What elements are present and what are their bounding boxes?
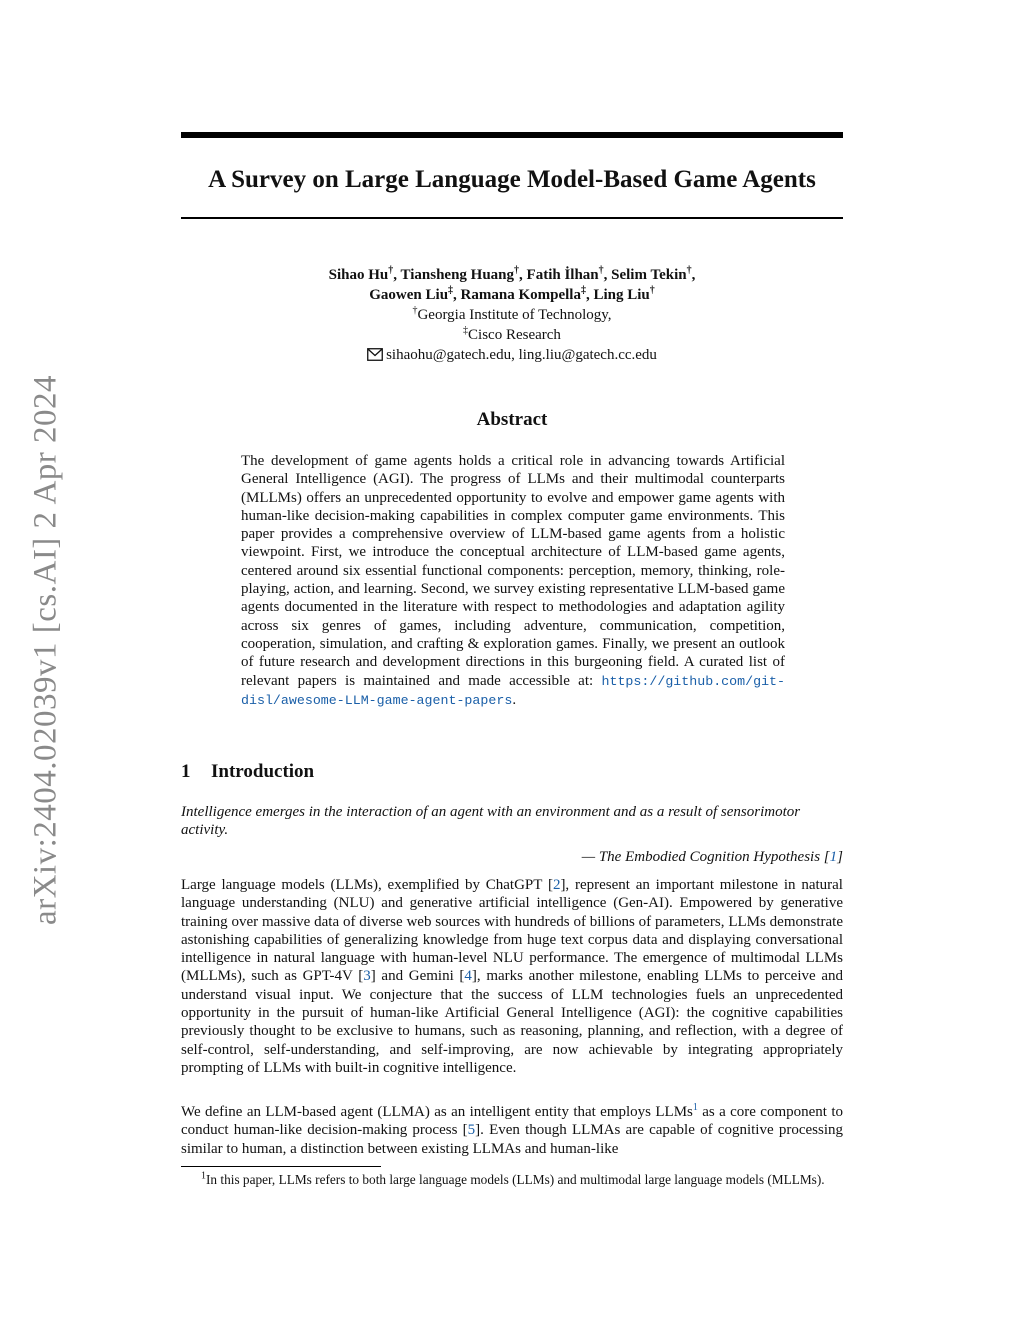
abstract-heading: Abstract xyxy=(476,409,548,430)
author-block xyxy=(181,265,843,365)
author-mark: † xyxy=(686,265,692,276)
affiliation-name: Cisco Research xyxy=(468,327,561,343)
paragraph-text: ], marks another milestone, enabling LLMs to perceive and understand visual input. We conjecture that the success of LLM technologies fuels an unprecedented opportunity in the pursuit of human-like Artificial General Intelligence (AGI): the cognitive capabilities previously thought to be exclusive to humans, such as reasoning, planning, and reflection, with a degree of self-control, self-understanding, and self-improving, are now achievable by integrating appropriately prompting of LLMs with built-in cognitive intelligence. xyxy=(181,968,843,1076)
section-heading xyxy=(181,760,314,784)
citation-link[interactable]: 4 xyxy=(464,968,472,985)
author-name: Ramana Kompella xyxy=(460,287,581,303)
citation-link[interactable]: 5 xyxy=(467,1122,476,1139)
author-name: Fatih İlhan xyxy=(526,267,599,283)
author-name: Sihao Hu xyxy=(328,267,389,283)
footnote-ref[interactable]: 1 xyxy=(692,1102,698,1113)
footnote xyxy=(181,1172,843,1188)
paragraph-text: Large language models (LLMs), exemplified by ChatGPT [ xyxy=(181,877,553,893)
citation-link[interactable]: 2 xyxy=(552,877,561,893)
section-number: 1 xyxy=(181,761,191,782)
title-bottom-rule xyxy=(181,217,843,219)
author-list: Sihao Hu†, Tiansheng Huang†, Fatih İlhan†, Selim Tekin†, Gaowen Liu‡, Ramana Kompella‡, Ling Liu† xyxy=(328,265,696,303)
title-top-rule xyxy=(181,132,843,138)
footnote-rule xyxy=(181,1166,381,1167)
abstract-end: . xyxy=(512,691,517,708)
intro-paragraph-2 xyxy=(181,1103,843,1158)
attribution-text: — The Embodied Cognition Hypothesis [ xyxy=(581,849,830,865)
citation-link[interactable]: 1 xyxy=(829,849,838,865)
author-name: Tiansheng Huang xyxy=(400,267,515,283)
footnote-mark: 1 xyxy=(201,1170,206,1182)
intro-paragraph-1 xyxy=(181,876,843,1077)
affiliation xyxy=(181,305,843,325)
author-mark: ‡ xyxy=(580,285,586,296)
author-mark: † xyxy=(514,265,520,276)
abstract-text: The development of game agents holds a critical role in advancing towards Artificial General Intelligence (AGI). The progress of LLMs and their multimodal counterparts (MLLMs) offers an unprecedented opportunity to evolve and empower game agents with human-like decision-making capabilities in complex computer game environments. This paper provides a comprehensive overview of LLM-based game agents from a holistic viewpoint. First, we introduce the conceptual architecture of LLM-based game agents, centered around six essential functional components: perception, memory, thinking, role-playing, action, and learning. Second, we survey existing representative LLM-based game agents documented in the literature with respect to methodologies and adaptation agility across six genres of games, including adventure, communication, competition, cooperation, simulation, and crafting & exploration games. Finally, we present an outlook of future research and development directions in this burgeoning field. A curated list of relevant papers is maintained and made accessible at: xyxy=(241,453,785,689)
epigraph-quote: Intelligence emerges in the interaction of an agent with an environment and as a result of sensorimotor activity. xyxy=(181,804,801,839)
email-line xyxy=(181,345,843,365)
attribution-close: ] xyxy=(837,849,843,865)
section-title: Introduction xyxy=(211,761,315,782)
paragraph-text: ]. Even though LLMAs are capable of cognitive processing similar to human, a distinction between existing LLMAs and human-like xyxy=(181,1122,843,1157)
envelope-icon xyxy=(367,348,383,361)
github-link[interactable]: https://github.com/git-disl/awesome-LLM-game-agent-papers xyxy=(241,673,786,708)
affiliation xyxy=(181,325,843,345)
author-mark: ‡ xyxy=(448,285,454,296)
affiliation-mark: ‡ xyxy=(463,325,469,336)
author-name: Gaowen Liu xyxy=(369,287,449,303)
author-mark: † xyxy=(388,265,394,276)
footnote-text: In this paper, LLMs refers to both large language models (LLMs) and multimodal large language models (MLLMs). xyxy=(206,1172,825,1187)
paper-title: A Survey on Large Language Model-Based Game Agents xyxy=(208,166,816,193)
author-name: Ling Liu xyxy=(593,287,650,303)
author-mark: † xyxy=(649,285,655,296)
arxiv-identifier: arXiv:2404.02039v1 [cs.AI] 2 Apr 2024 xyxy=(27,374,64,926)
author-mark: † xyxy=(598,265,604,276)
abstract-body xyxy=(241,452,785,710)
author-name: Selim Tekin xyxy=(611,267,687,283)
paragraph-text: ] and Gemini [ xyxy=(370,968,465,985)
paragraph-text: as a core component to conduct human-like decision-making process [ xyxy=(181,1104,843,1139)
affiliation-name: Georgia Institute of Technology, xyxy=(417,307,612,323)
affiliation-mark: † xyxy=(412,305,418,316)
email-addresses: sihaohu@gatech.edu, ling.liu@gatech.cc.edu xyxy=(386,347,657,363)
paragraph-text: We define an LLM-based agent (LLMA) as an intelligent entity that employs LLMs xyxy=(181,1104,693,1120)
epigraph-attribution xyxy=(181,848,843,866)
citation-link[interactable]: 3 xyxy=(363,968,371,985)
paragraph-text: ], represent an important milestone in natural language understanding (NLU) and generative artificial intelligence (Gen-AI). Empowered by generative training over massive data of diverse web sources with hundreds of billions of parameters, LLMs demonstrate astonishing capabilities of generalizing knowledge from huge text corpus data and displaying conversational intelligence in natural language with human-level NLU performance. The emergence of multimodal LLMs (MLLMs), such as GPT-4V [ xyxy=(181,877,843,985)
